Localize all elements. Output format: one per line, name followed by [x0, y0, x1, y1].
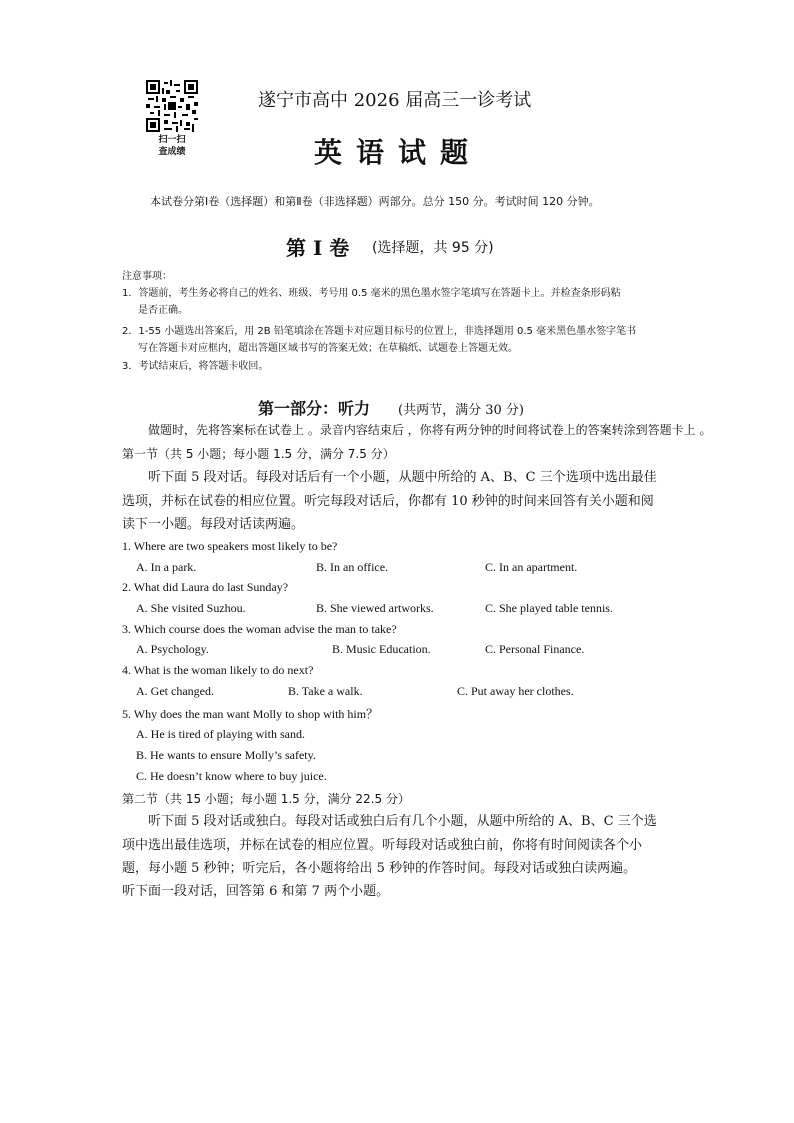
volume-note: (选择题，共 95 分): [372, 240, 494, 256]
section1-desc-line: 读下一小题。每段对话读两遍。: [122, 517, 305, 532]
exam-title: 遂宁市高中 2026 届高三一诊考试: [258, 90, 532, 111]
section1-heading: 第一节（共 5 小题；每小题 1.5 分，满分 7.5 分）: [122, 447, 395, 461]
section1-desc-line: 选项，并标在试卷的相应位置。听完每段对话后，你都有 10 秒钟的时间来回答有关小题和阅: [122, 494, 654, 509]
note-line: 3．考试结束后，将答题卡收回。: [122, 361, 269, 372]
option-a: A. Psychology.: [136, 642, 209, 656]
notes-heading: 注意事项：: [122, 271, 172, 282]
qr-caption: [150, 134, 194, 158]
option-b: B. She viewed artworks.: [316, 601, 434, 615]
section1-desc-line: 听下面 5 段对话。每段对话后有一个小题，从题中所给的 A、B、C 三个选项中选出最佳: [148, 470, 657, 485]
option-b: B. Take a walk.: [288, 684, 363, 698]
option-c: C. In an apartment.: [485, 560, 578, 574]
question-stem: 3. Which course does the woman advise the man to take?: [122, 622, 397, 636]
option-a: A. She visited Suzhou.: [136, 601, 246, 615]
option-a: A. Get changed.: [136, 684, 214, 698]
note-line: 是否正确。: [138, 305, 188, 316]
part1-title: 第一部分：听力: [258, 399, 371, 418]
subject-title: 英语试题: [314, 136, 483, 169]
option-b: B. In an office.: [316, 560, 389, 574]
part1-instruction: 做题时，先将答案标在试卷上 。录音内容结束后 ，你将有两分钟的时间将试卷上的答案转涂到答题卡上 。: [148, 423, 712, 437]
question-stem: 4. What is the woman likely to do next?: [122, 663, 314, 677]
option-c: C. Put away her clothes.: [457, 684, 574, 698]
exam-intro: 本试卷分第Ⅰ卷（选择题）和第Ⅱ卷（非选择题）两部分。总分 150 分。考试时间 120 分钟。: [150, 195, 600, 208]
qr-code-image: [146, 80, 198, 132]
note-line: 写在答题卡对应框内，超出答题区域书写的答案无效；在草稿纸、试题卷上答题无效。: [138, 343, 518, 354]
option-a: A. He is tired of playing with sand.: [136, 727, 305, 741]
section2-desc-line: 题，每小题 5 秒钟；听完后，各小题将给出 5 秒钟的作答时间。每段对话或独白读两遍。: [122, 861, 637, 876]
part1-note: (共两节，满分 30 分): [398, 403, 524, 418]
volume-title: 第 Ⅰ 卷: [286, 236, 350, 260]
option-b: B. Music Education.: [332, 642, 431, 656]
option-c: C. He doesn’t know where to buy juice.: [136, 769, 327, 783]
question-stem: 2. What did Laura do last Sunday?: [122, 580, 289, 594]
option-c: C. She played table tennis.: [485, 601, 613, 615]
qr-caption-line2: 查成绩: [158, 147, 186, 157]
section2-desc-line: 项中选出最佳选项，并标在试卷的相应位置。听每段对话或独白前，你将有时间阅读各个小: [122, 838, 643, 853]
option-b: B. He wants to ensure Molly’s safety.: [136, 748, 316, 762]
option-a: A. In a park.: [136, 560, 197, 574]
qr-caption-line1: 扫一扫: [158, 135, 186, 145]
section2-desc-line: 听下面 5 段对话或独白。每段对话或独白后有几个小题，从题中所给的 A、B、C 三个选: [148, 814, 657, 829]
question-stem: 1. Where are two speakers most likely to be?: [122, 539, 338, 553]
note-line: 2．1-55 小题选出答案后，用 2B 铅笔填涂在答题卡对应题目标号的位置上，非选择题用 0.5 毫米黑色墨水签字笔书: [122, 326, 637, 337]
section2-heading: 第二节（共 15 小题；每小题 1.5 分，满分 22.5 分）: [122, 792, 410, 806]
section2-desc-line: 听下面一段对话，回答第 6 和第 7 两个小题。: [122, 884, 390, 899]
option-c: C. Personal Finance.: [485, 642, 585, 656]
note-line: 1．答题前，考生务必将自己的姓名、班级、考号用 0.5 毫米的黑色墨水签字笔填写在答题卡上。并检查条形码粘: [122, 288, 621, 299]
question-stem: 5. Why does the man want Molly to shop with him？: [122, 707, 379, 721]
